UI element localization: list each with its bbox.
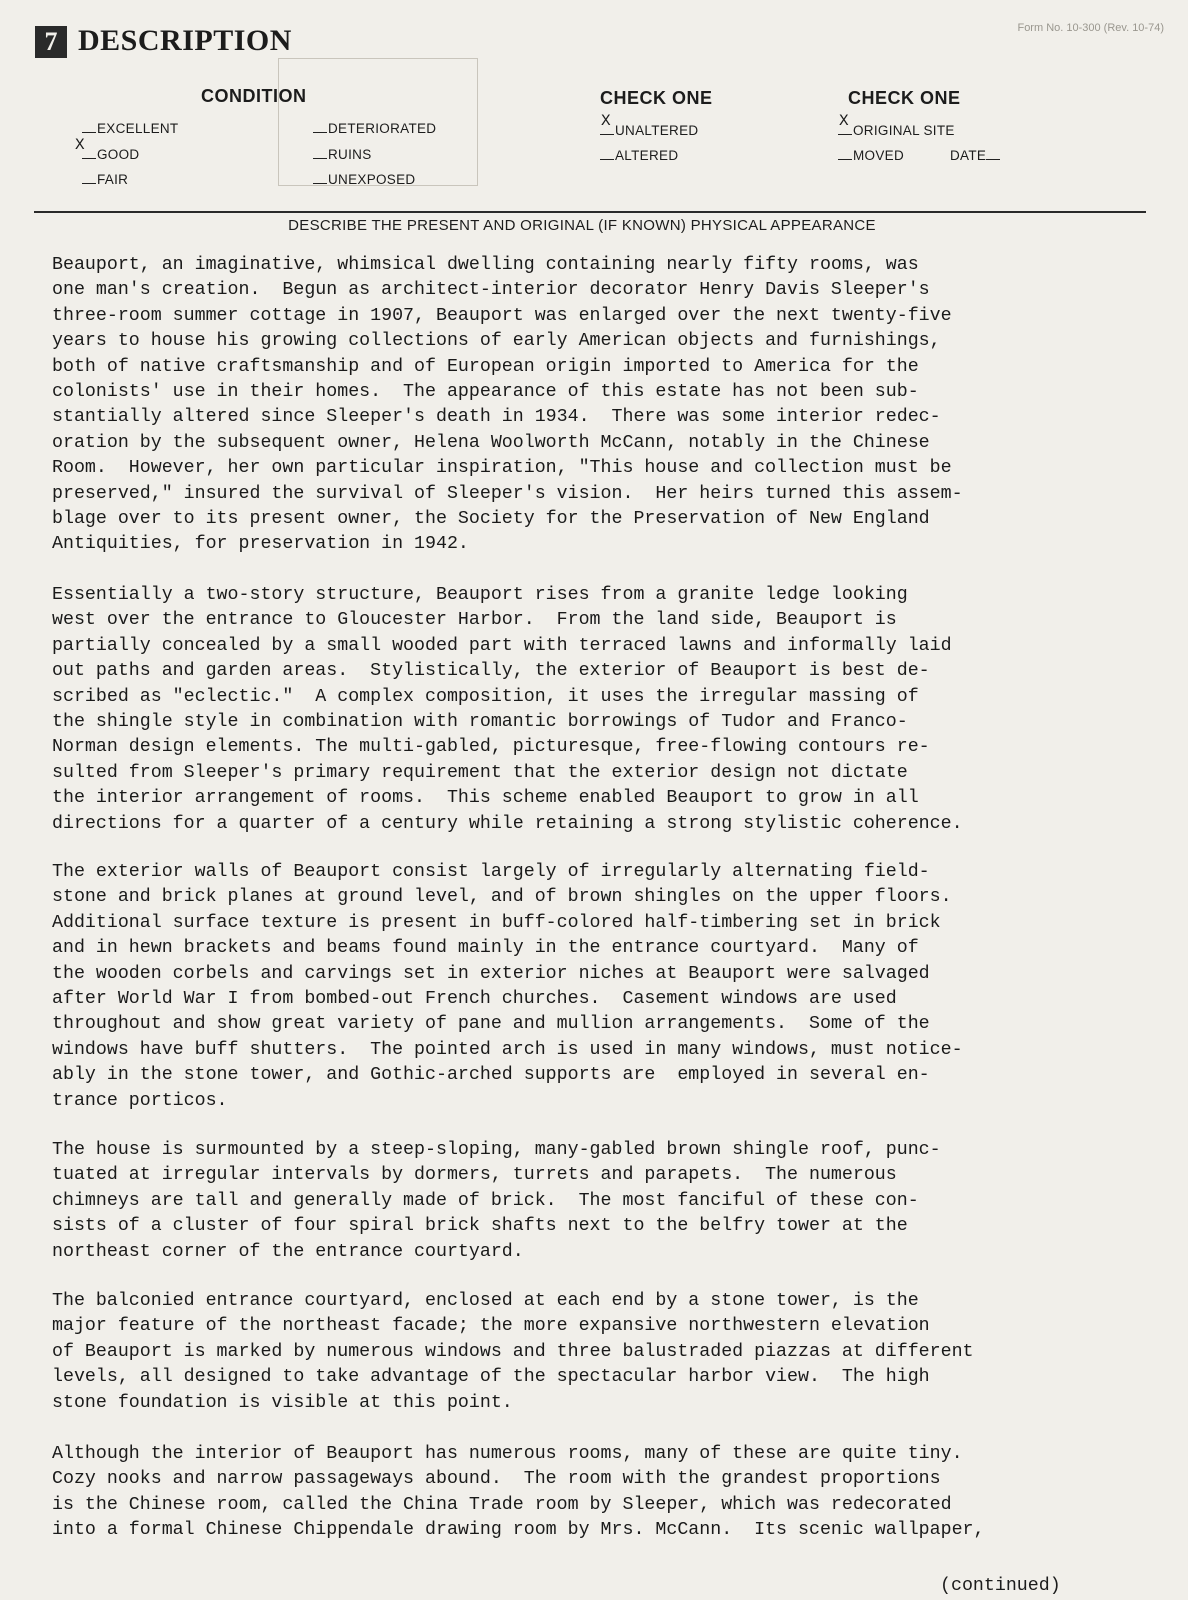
continued-label: (continued) (940, 1576, 1061, 1596)
checkbox-blank (838, 159, 852, 160)
paragraph-roof: The house is surmounted by a steep-sloping, many-gabled brown shingle roof, punc- tuated at irregular intervals by dormers, turrets and parapets. The numerous chimneys are tall and generally made of brick. The most fanciful of these con- sists of a cluster of four spiral brick shafts next to the belfry tower at the northeast corner of the entrance courtyard. (52, 1140, 941, 1262)
checkbox-blank (838, 134, 852, 135)
check-mark-good: X (75, 136, 85, 154)
date-label: DATE (950, 148, 987, 163)
site-date-field[interactable] (950, 148, 1001, 163)
checkbox-blank (313, 183, 327, 184)
condition-option-unexposed[interactable]: UNEXPOSED (313, 172, 415, 187)
bleed-through-text (500, 118, 530, 152)
header-divider (34, 211, 1146, 213)
checkbox-blank (313, 158, 327, 159)
form-number: Form No. 10-300 (Rev. 10-74) (1017, 22, 1164, 34)
check-mark-original-site: X (839, 112, 849, 130)
paragraph-exterior-style: Essentially a two-story structure, Beauport rises from a granite ledge looking west over the entrance to Gloucester Harbor. From the land side, Beauport is partially concealed by a small wooded part with terraced lawns and informally laid out paths and garden areas. Stylistically, the exterior of Beauport is best de- scribed as "eclectic." A complex composition, it uses the irregular massing of the shingle style in combination with romantic borrowings of Tudor and Franco- Norman design elements. The multi-gabled, picturesque, free-flowing contours re- sulted from Sleeper's primary requirement that the exterior design not dictate the interior arrangement of rooms. This scheme enabled Beauport to grow in all directions for a quarter of a century while retaining a strong stylistic coherence. (52, 585, 963, 834)
checkbox-blank (600, 134, 614, 135)
section-title: DESCRIPTION (78, 24, 292, 57)
condition-option-fair[interactable]: FAIR (82, 172, 128, 187)
checkbox-blank (82, 158, 96, 159)
condition-option-good[interactable]: GOOD (82, 147, 139, 162)
checkbox-blank (82, 183, 96, 184)
section-number-badge: 7 (35, 26, 67, 58)
paragraph-history: Beauport, an imaginative, whimsical dwelling containing nearly fifty rooms, was one man's creation. Begun as architect-interior decorator Henry Davis Sleeper's three-room summer cottage in 1907, Beauport was enlarged over the next twenty-five years to house his growing collections of early American objects and furnishings, both of native craftsmanship and of European origin imported to America for the colonists' use in their homes. The appearance of this estate has not been sub- stantially altered since Sleeper's death in 1934. There was some interior redec- oration by the subsequent owner, Helena Woolworth McCann, notably in the Chinese Room. However, her own particular inspiration, "This house and collection must be preserved," insured the survival of Sleeper's vision. Her heirs turned this assem- blage over to its present owner, the Society for the Preservation of New England Antiquities, for preservation in 1942. (52, 255, 963, 555)
condition-option-deteriorated[interactable]: DETERIORATED (313, 121, 436, 136)
describe-subheading: DESCRIBE THE PRESENT AND ORIGINAL (IF KNOWN) PHYSICAL APPEARANCE (288, 217, 876, 234)
checkbox-blank (600, 159, 614, 160)
site-option-original[interactable]: ORIGINAL SITE (838, 123, 955, 138)
check-mark-unaltered: X (601, 112, 611, 130)
site-option-moved[interactable]: MOVED (838, 148, 904, 163)
condition-option-ruins[interactable]: RUINS (313, 147, 372, 162)
date-blank (986, 159, 1000, 160)
checkbox-blank (82, 132, 96, 133)
condition-heading: CONDITION (201, 86, 307, 106)
alteration-option-altered[interactable]: ALTERED (600, 148, 678, 163)
check-one-alteration-heading: CHECK ONE (600, 88, 713, 108)
checkbox-blank (313, 132, 327, 133)
paragraph-interior: Although the interior of Beauport has numerous rooms, many of these are quite tiny. Cozy nooks and narrow passageways abound. The room with the grandest proportions is the Chinese room, called the China Trade room by Sleeper, which was redecorated into a formal Chinese Chippendale drawing room by Mrs. McCann. Its scenic wallpaper, (52, 1444, 985, 1541)
alteration-option-unaltered[interactable]: UNALTERED (600, 123, 698, 138)
condition-option-excellent[interactable]: EXCELLENT (82, 121, 178, 136)
paragraph-exterior-walls: The exterior walls of Beauport consist largely of irregularly alternating field- stone and brick planes at ground level, and of brown shingles on the upper floors. Additional surface texture is present in buff-colored half-timbering set in brick and in hewn brackets and beams found mainly in the entrance courtyard. Many of the wooden corbels and carvings set in exterior niches at Beauport were salvaged after World War I from bombed-out French churches. Casement windows are used throughout and show great variety of pane and mullion arrangements. Some of the windows have buff shutters. The pointed arch is used in many windows, must notice- ably in the stone tower, and Gothic-arched supports are employed in several en- trance porticos. (52, 862, 963, 1111)
check-one-site-heading: CHECK ONE (848, 88, 961, 108)
paragraph-courtyard: The balconied entrance courtyard, enclosed at each end by a stone tower, is the major feature of the northeast facade; the more expansive northwestern elevation of Beauport is marked by numerous windows and three balustraded piazzas at different levels, all designed to take advantage of the spectacular harbor view. The high stone foundation is visible at this point. (52, 1291, 974, 1413)
